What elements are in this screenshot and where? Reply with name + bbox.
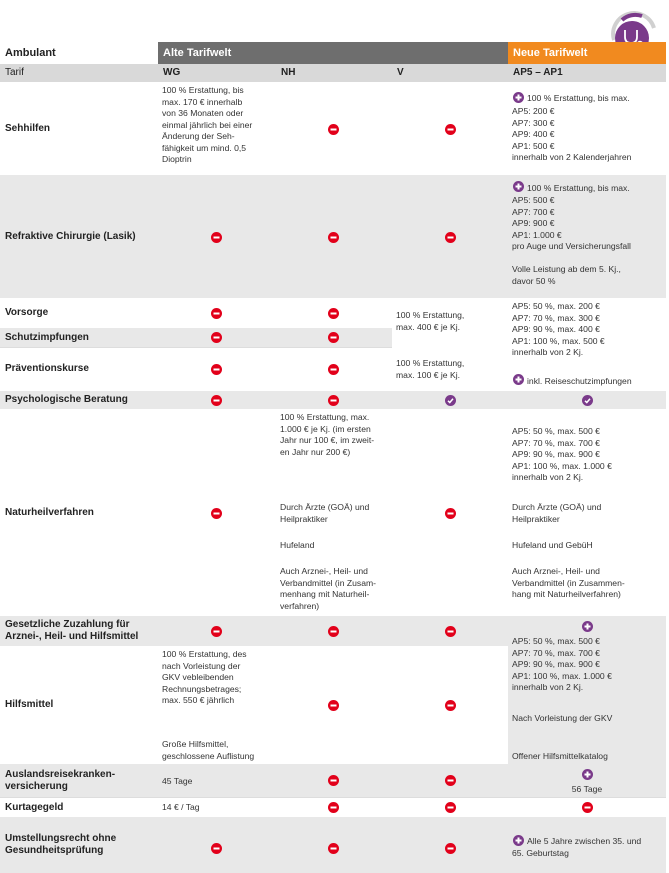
vorsorge-ap-extra: inkl. Reiseschutzimpfungen bbox=[527, 376, 632, 386]
hilfs-wg-2: Große Hilfsmittel, geschlossene Auflistung bbox=[162, 739, 255, 761]
minus-icon bbox=[445, 775, 456, 786]
kurtage-wg: 14 € / Tag bbox=[162, 802, 200, 812]
minus-icon bbox=[445, 843, 456, 854]
row-label-gesetz: Gesetzliche Zuzahlung für Arznei-, Heil- und Hilfsmittel bbox=[5, 619, 139, 642]
natur-ap-1: AP5: 50 %, max. 500 € AP7: 70 %, max. 700 € AP9: 90 %, max. 900 € AP1: 100 %, max. 1.000 € innerhalb von 2 Kj. bbox=[512, 426, 612, 482]
vorsorge-v: 100 % Erstattung, max. 400 € je Kj. bbox=[396, 310, 465, 332]
row-label-ausland: Auslandsreisekranken- versicherung bbox=[5, 768, 116, 792]
hilfs-wg-1: 100 % Erstattung, des nach Vorleistung der GKV vebleibenden Rechnungsbetrages; max. 550 € jährlich bbox=[162, 649, 247, 705]
natur-nh-4: Auch Arznei-, Heil- und Verbandmittel (in Zusam- menhang mit Naturheil- verfahren) bbox=[280, 566, 376, 611]
minus-icon bbox=[328, 626, 339, 637]
minus-icon bbox=[328, 395, 339, 406]
minus-icon bbox=[211, 308, 222, 319]
minus-icon bbox=[328, 775, 339, 786]
header-neue-tarifwelt: Neue Tarifwelt bbox=[508, 42, 666, 64]
plus-icon bbox=[513, 92, 524, 103]
sehhilfen-ap: AP5: 200 € AP7: 300 € AP9: 400 € AP1: 500 € innerhalb von 2 Kalenderjahren bbox=[512, 106, 632, 162]
hilfs-ap-2: Nach Vorleistung der GKV bbox=[512, 713, 613, 723]
minus-icon bbox=[445, 232, 456, 243]
minus-icon bbox=[328, 124, 339, 135]
natur-ap-4: Auch Arznei-, Heil- und Verbandmittel (in Zusammen- hang mit Naturheilverfahren) bbox=[512, 566, 625, 599]
praev-v: 100 % Erstattung, max. 100 € je Kj. bbox=[396, 358, 465, 380]
minus-icon bbox=[328, 802, 339, 813]
sehhilfen-ap-lead: 100 % Erstattung, bis max. bbox=[527, 93, 630, 103]
ausland-wg: 45 Tage bbox=[162, 776, 193, 786]
minus-icon bbox=[445, 508, 456, 519]
row-label-umstell: Umstellungsrecht ohne Gesundheitsprüfung bbox=[5, 833, 117, 856]
natur-ap-3: Hufeland und GebüH bbox=[512, 540, 593, 550]
minus-icon bbox=[211, 332, 222, 343]
minus-icon bbox=[211, 626, 222, 637]
lasik-ap-lead: 100 % Erstattung, bis max. bbox=[527, 183, 630, 193]
natur-nh-3: Hufeland bbox=[280, 540, 315, 550]
lasik-ap: AP5: 500 € AP7: 700 € AP9: 900 € AP1: 1.000 € pro Auge und Versicherungsfall Volle Leistung ab dem 5. Kj., davor 50 % bbox=[512, 195, 631, 286]
minus-icon bbox=[328, 364, 339, 375]
minus-icon bbox=[328, 232, 339, 243]
plus-icon bbox=[513, 374, 524, 385]
minus-icon bbox=[211, 843, 222, 854]
minus-icon bbox=[328, 332, 339, 343]
row-label-psycho: Psychologische Beratung bbox=[5, 394, 128, 405]
minus-icon bbox=[211, 508, 222, 519]
minus-icon bbox=[211, 395, 222, 406]
minus-icon bbox=[328, 700, 339, 711]
minus-icon bbox=[445, 626, 456, 637]
minus-icon bbox=[211, 232, 222, 243]
umstell-ap: Alle 5 Jahre zwischen 35. und 65. Geburtstag bbox=[512, 836, 642, 858]
plus-icon bbox=[513, 181, 524, 192]
minus-icon bbox=[445, 802, 456, 813]
minus-icon bbox=[211, 364, 222, 375]
row-label-kurtage: Kurtagegeld bbox=[5, 801, 64, 813]
row-label-hilfs: Hilfsmittel bbox=[5, 699, 54, 710]
header-wg: WG bbox=[163, 67, 181, 78]
sehhilfen-wg: 100 % Erstattung, bis max. 170 € innerhalb von 36 Monaten oder einmal jährlich bei einer Änderung der Seh- fähigkeit um mind. 0,5 Dioptrin bbox=[162, 85, 253, 164]
header-alte-tarifwelt: Alte Tarifwelt bbox=[158, 42, 508, 64]
minus-icon bbox=[445, 124, 456, 135]
natur-ap-2: Durch Ärzte (GOÄ) und Heilpraktiker bbox=[512, 502, 602, 524]
row-label-praev: Präventionskurse bbox=[5, 363, 89, 374]
hilfs-ap-3: Offener Hilfsmittelkatalog bbox=[512, 751, 608, 761]
header-ap: AP5 – AP1 bbox=[513, 67, 563, 78]
header-tarif: Tarif bbox=[5, 67, 24, 78]
plus-icon bbox=[582, 621, 593, 632]
header-ambulant: Ambulant bbox=[5, 47, 56, 59]
header-v: V bbox=[397, 67, 404, 78]
natur-nh-1: 100 % Erstattung, max. 1.000 € je Kj. (im ersten Jahr nur 100 €, im zweit- en Jahr nur 200 €) bbox=[280, 412, 375, 457]
header-nh: NH bbox=[281, 67, 296, 78]
row-label-schutz: Schutzimpfungen bbox=[5, 331, 89, 343]
minus-icon bbox=[445, 700, 456, 711]
hilfs-ap-1: AP5: 50 %, max. 500 € AP7: 70 %, max. 700 € AP9: 90 %, max. 900 € AP1: 100 %, max. 1.000 € innerhalb von 2 Kj. bbox=[512, 636, 612, 692]
row-divider bbox=[0, 347, 392, 348]
check-icon bbox=[445, 395, 456, 406]
minus-icon bbox=[328, 308, 339, 319]
ausland-ap: 56 Tage bbox=[571, 784, 603, 794]
row-label-sehhilfen: Sehhilfen bbox=[5, 123, 51, 134]
natur-nh-2: Durch Ärzte (GOÄ) und Heilpraktiker bbox=[280, 502, 370, 524]
row-label-vorsorge: Vorsorge bbox=[5, 307, 49, 318]
minus-icon bbox=[582, 802, 593, 813]
plus-icon bbox=[582, 769, 593, 780]
vorsorge-ap: AP5: 50 %, max. 200 € AP7: 70 %, max. 300 € AP9: 90 %, max. 400 € AP1: 100 %, max. 500 € innerhalb von 2 Kj. bbox=[512, 301, 605, 357]
check-icon bbox=[582, 395, 593, 406]
row-label-natur: Naturheilverfahren bbox=[5, 506, 94, 518]
row-label-lasik: Refraktive Chirurgie (Lasik) bbox=[5, 230, 136, 242]
minus-icon bbox=[328, 843, 339, 854]
